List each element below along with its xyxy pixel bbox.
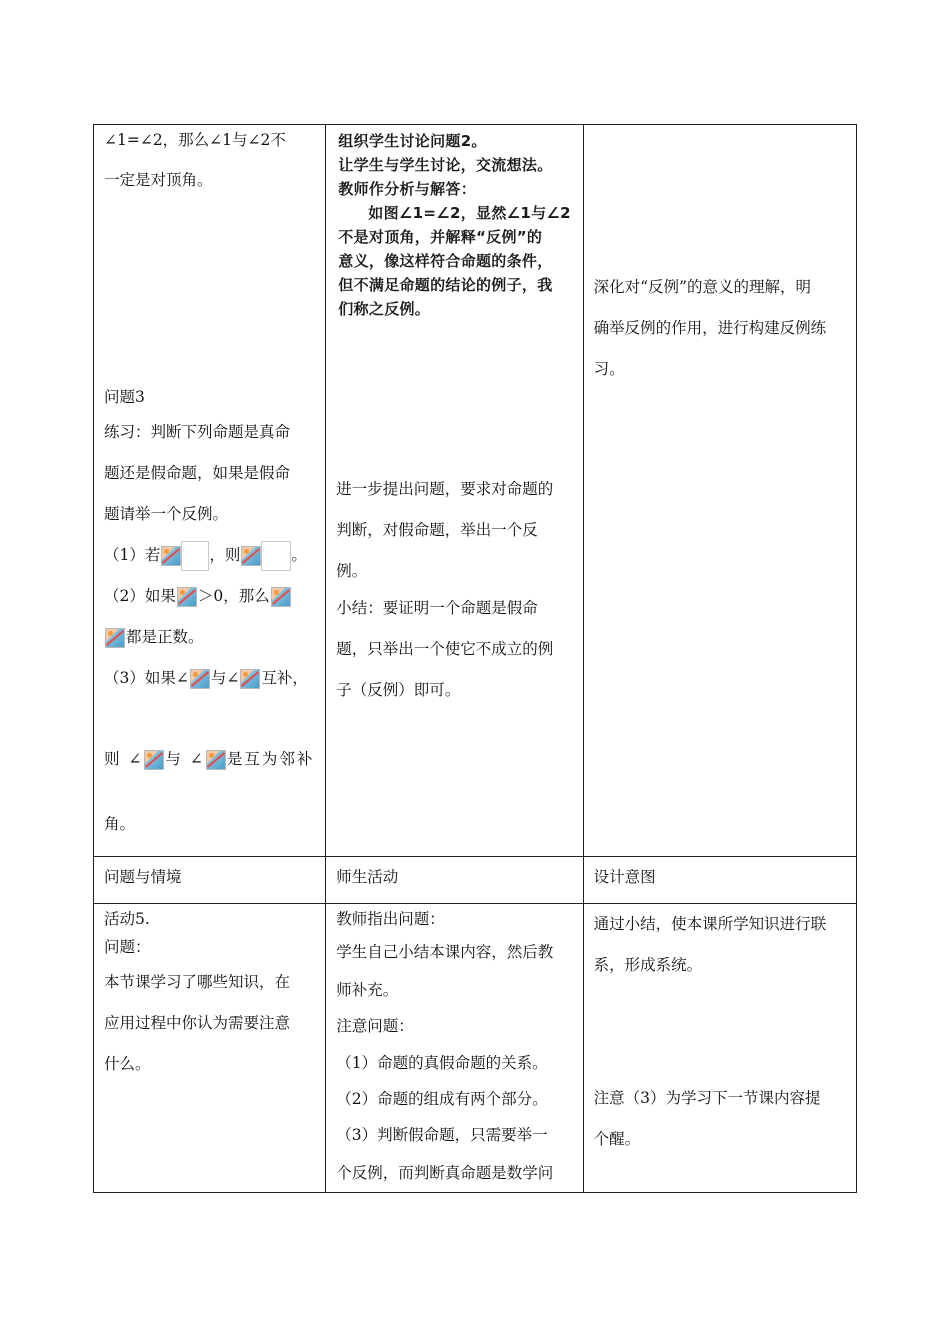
text-line: 师补充。 (336, 981, 399, 999)
cell-problem-situation (94, 125, 326, 857)
column-header (583, 857, 856, 904)
formula-box (181, 541, 209, 571)
cell-teacher-student-activity (326, 904, 583, 1193)
text-line: 深化对“反例”的意义的理解，明 (593, 278, 811, 296)
cell-design-intent (583, 125, 856, 857)
exercise-item-2-cont (104, 617, 317, 658)
text-line: 注意（3）为学习下一节课内容提 (593, 1089, 821, 1107)
text-line: 系，形成系统。 (593, 956, 703, 974)
cell-teacher-student-activity (326, 125, 583, 857)
text-span: （3）如果∠ (104, 669, 189, 687)
text-line: 题还是假命题，如果是假命 (104, 464, 291, 482)
text-line: （2）命题的组成有两个部分。 (336, 1090, 548, 1108)
text-span: 。 (291, 546, 307, 564)
formula-image-icon (105, 628, 125, 648)
question-title: 问题3 (104, 388, 145, 406)
text-line: 本节课学习了哪些知识，在 (104, 973, 291, 991)
formula-box (261, 541, 291, 571)
activity-title: 活动5. (104, 910, 150, 928)
header-label: 设计意图 (593, 868, 656, 886)
text-line: 组织学生讨论问题2。 (338, 132, 487, 150)
text-line: 题，只举出一个使它不成立的例 (336, 640, 554, 658)
text-span: ，则 (209, 546, 241, 564)
text-line: 教师作分析与解答： (338, 180, 476, 198)
text-line: 确举反例的作用，进行构建反例练 (593, 319, 827, 337)
formula-image-icon (190, 669, 210, 689)
text-line: 练习：判断下列命题是真命 (104, 423, 291, 441)
text-span: （2）如果 (104, 587, 176, 605)
column-header (94, 857, 326, 904)
exercise-item-3-cont (104, 739, 317, 780)
text-line: 例。 (336, 562, 368, 580)
formula-image-icon (241, 546, 261, 566)
cell-design-intent (583, 904, 856, 1193)
text-line: 应用过程中你认为需要注意 (104, 1014, 291, 1032)
cell-problem-situation (94, 904, 326, 1193)
text-line: 什么。 (104, 1055, 151, 1073)
text-line: 们称之反例。 (338, 300, 431, 318)
text-line: 注意问题： (336, 1017, 414, 1035)
exercise-item-3 (104, 658, 317, 699)
text-line: 进一步提出问题，要求对命题的 (336, 480, 554, 498)
text-line: 小结：要证明一个命题是假命 (336, 599, 538, 617)
table-row (94, 125, 857, 857)
text-line: 不是对顶角，并解释“反例”的 (338, 228, 543, 246)
text-line: 题请举一个反例。 (104, 505, 229, 523)
exercise-item-2 (104, 576, 317, 617)
header-row (94, 857, 857, 904)
text-line: 子（反例）即可。 (336, 681, 461, 699)
text-line: 但不满足命题的结论的例子，我 (338, 276, 553, 294)
table-row (94, 904, 857, 1193)
text-line: 个反例，而判断真命题是数学问 (336, 1164, 554, 1182)
text-span: ＞0，那么 (197, 587, 270, 605)
text-span: 则 ∠ (104, 750, 144, 768)
text-span: 是互为邻补 (226, 750, 315, 768)
text-line: 教师指出问题： (336, 910, 445, 928)
text-line: 一定是对顶角。 (104, 171, 213, 189)
formula-image-icon (206, 750, 226, 770)
formula-image-icon (161, 546, 181, 566)
header-label: 师生活动 (336, 868, 399, 886)
header-label: 问题与情境 (104, 868, 182, 886)
formula-image-icon (144, 750, 164, 770)
text-line: （1）命题的真假命题的关系。 (336, 1054, 548, 1072)
text-span: 与 ∠ (165, 750, 205, 768)
text-line: 学生自己小结本课内容，然后教 (336, 943, 554, 961)
exercise-item-1 (104, 535, 317, 576)
formula-image-icon (240, 669, 260, 689)
text-line: ∠1=∠2，那么∠1与∠2不 (104, 131, 286, 149)
formula-image-icon (271, 587, 291, 607)
text-span: 都是正数。 (126, 628, 204, 646)
formula-image-icon (177, 587, 197, 607)
text-line: 如图∠1=∠2，显然∠1与∠2 (368, 204, 571, 222)
text-line: 通过小结，使本课所学知识进行联 (593, 915, 827, 933)
text-span: （1）若 (104, 546, 161, 564)
lesson-plan-table (93, 124, 857, 1193)
text-line: 问题： (104, 938, 151, 956)
scanned-handwritten-note (326, 125, 582, 321)
text-line: 个醒。 (593, 1130, 641, 1148)
text-line: 角。 (104, 815, 136, 833)
text-span: 互补， (261, 669, 308, 687)
text-line: 让学生与学生讨论，交流想法。 (338, 156, 553, 174)
text-line: 意义，像这样符合命题的条件， (338, 252, 553, 270)
text-line: （3）判断假命题，只需要举一 (336, 1126, 548, 1144)
column-header (326, 857, 583, 904)
text-line: 习。 (593, 360, 625, 378)
text-line: 判断，对假命题，举出一个反 (336, 521, 538, 539)
text-span: 与∠ (210, 669, 240, 687)
